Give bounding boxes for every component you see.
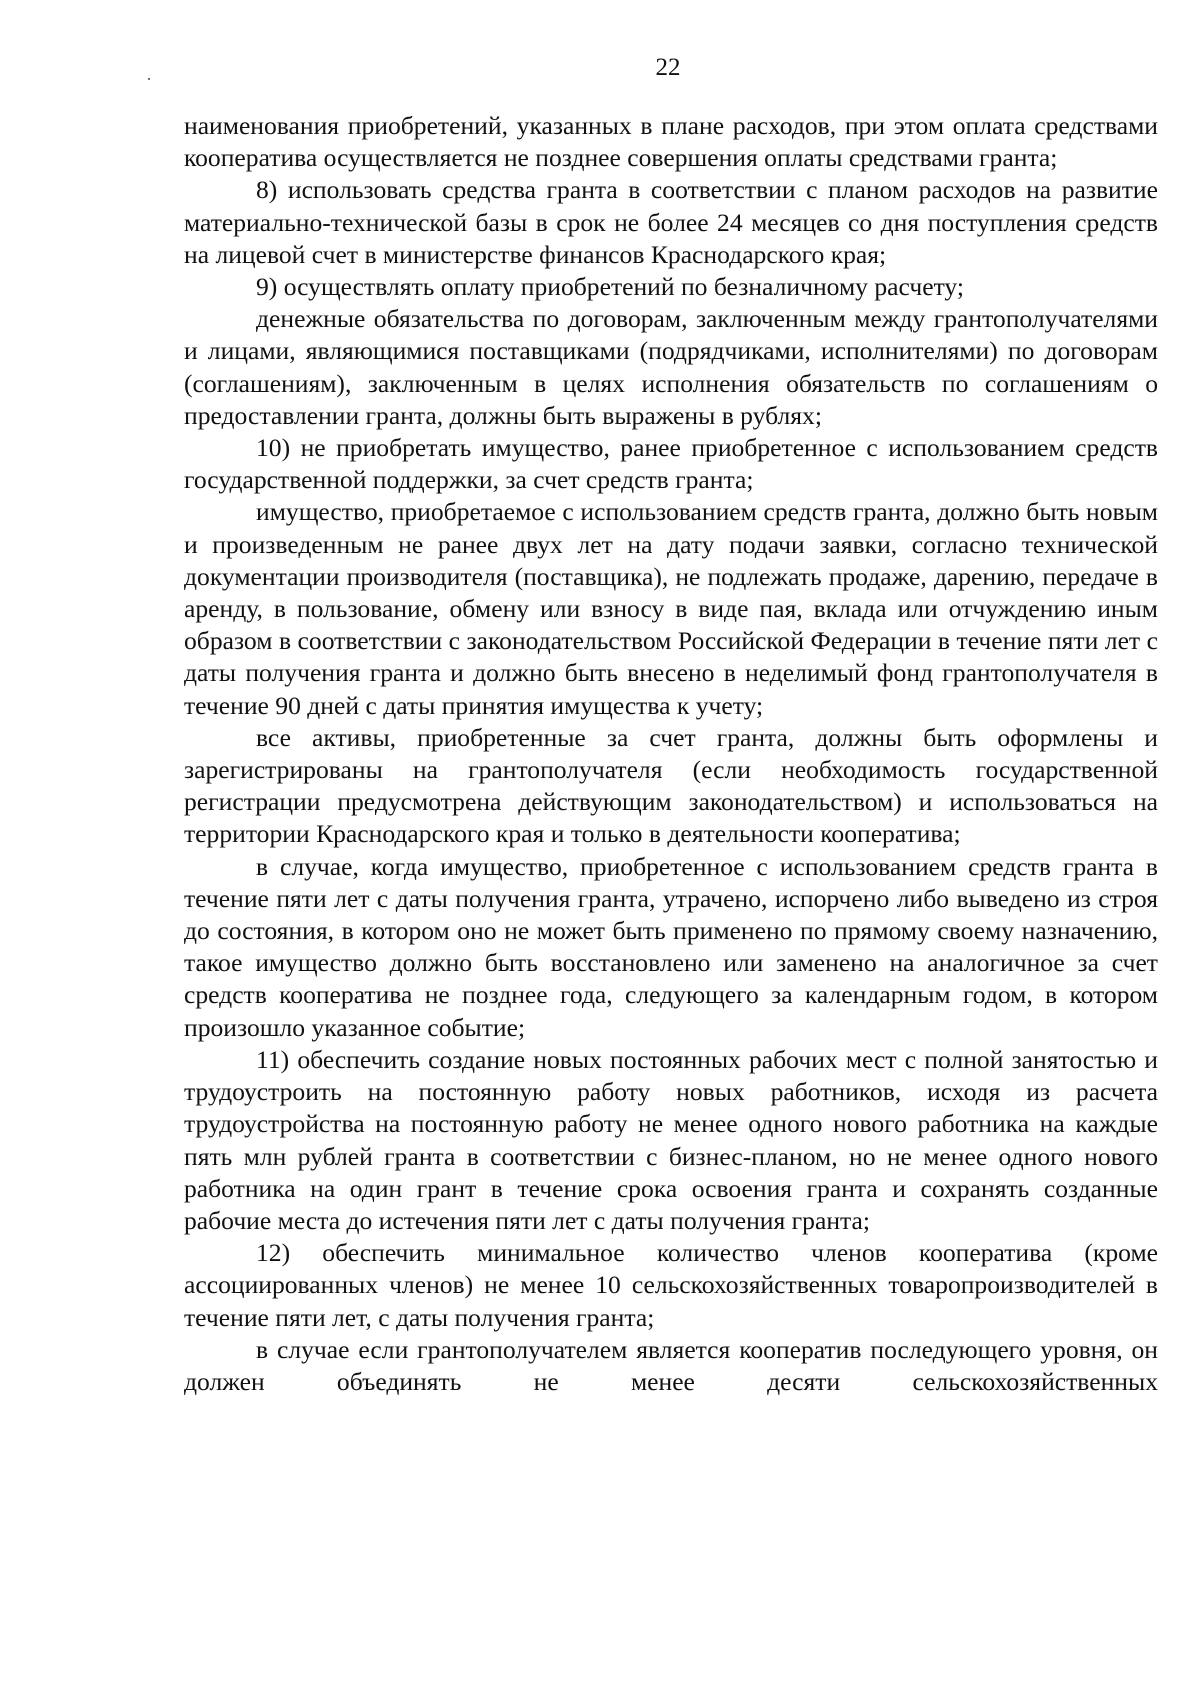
- paragraph: имущество, приобретаемое с использованием средств гранта, должно быть новым и произведенным не ранее двух лет на дату подачи заявки, согласно технической документации производителя (поставщика), не подлежать продаже, дарению, передаче в аренду, в пользование, обмену или взносу в виде пая, вклада или отчуждению иным образом в соответствии с законодательством Российской Федерации в течение пяти лет с даты получения гранта и должно быть внесено в неделимый фонд грантополучателя в течение 90 дней с даты принятия имущества к учету;: [184, 497, 1158, 720]
- paragraph: 9) осуществлять оплату приобретений по безналичному расчету;: [256, 272, 965, 302]
- paragraph: 11) обеспечить создание новых постоянных рабочих мест с полной занятостью и трудоустроить на постоянную работу новых работников, исходя из расчета трудоустройства на постоянную работу не менее одного нового работника на каждые пять млн рублей гранта в соответствии с бизнес-планом, но не менее одного нового работника на один грант в течение срока освоения гранта и сохранять созданные рабочие места до истечения пяти лет с даты получения гранта;: [184, 1044, 1158, 1235]
- paragraph: 10) не приобретать имущество, ранее приобретенное с использованием средств государственной поддержки, за счет средств гранта;: [184, 433, 1158, 495]
- paragraph: в случае, когда имущество, приобретенное с использованием средств гранта в течение пяти лет с даты получения гранта, утрачено, испорчено либо выведено из строя до состояния, в котором оно не может быть применено по прямому своему назначению, такое имущество должно быть восстановлено или заменено на аналогичное за счет средств кооператива не позднее года, следующего за календарным годом, в котором произошло указанное событие;: [184, 851, 1158, 1042]
- paragraph: 12) обеспечить минимальное количество членов кооператива (кроме ассоциированных членов) не менее 10 сельскохозяйственных товаропроизводителей в течение пяти лет, с даты получения гранта;: [184, 1238, 1158, 1332]
- page-number: 22: [655, 54, 681, 81]
- paragraph: все активы, приобретенные за счет гранта, должны быть оформлены и зарегистрированы на грантополучателя (если необходимость государственной регистрации предусмотрена действующим законодательством) и использоваться на территории Краснодарского края и только в деятельности кооператива;: [184, 722, 1158, 849]
- paragraph: наименования приобретений, указанных в плане расходов, при этом оплата средствами кооператива осуществляется не позднее совершения оплаты средствами гранта;: [184, 111, 1158, 173]
- scan-speck: [148, 78, 150, 80]
- paragraph: в случае если грантополучателем является кооператив последующего уровня, он должен объединять не менее десяти сельскохозяйственных: [184, 1334, 1158, 1396]
- paragraph: денежные обязательства по договорам, заключенным между грантополучателями и лицами, являющимися поставщиками (подрядчиками, исполнителями) по договорам (соглашениям), заключенным в целях исполнения обязательств по соглашениям о предоставлении гранта, должны быть выражены в рублях;: [184, 304, 1158, 430]
- document-body: [184, 110, 1158, 1398]
- paragraph: 8) использовать средства гранта в соответствии с планом расходов на развитие материально-технической базы в срок не более 24 месяцев со дня поступления средств на лицевой счет в министерстве финансов Краснодарского края;: [184, 175, 1158, 269]
